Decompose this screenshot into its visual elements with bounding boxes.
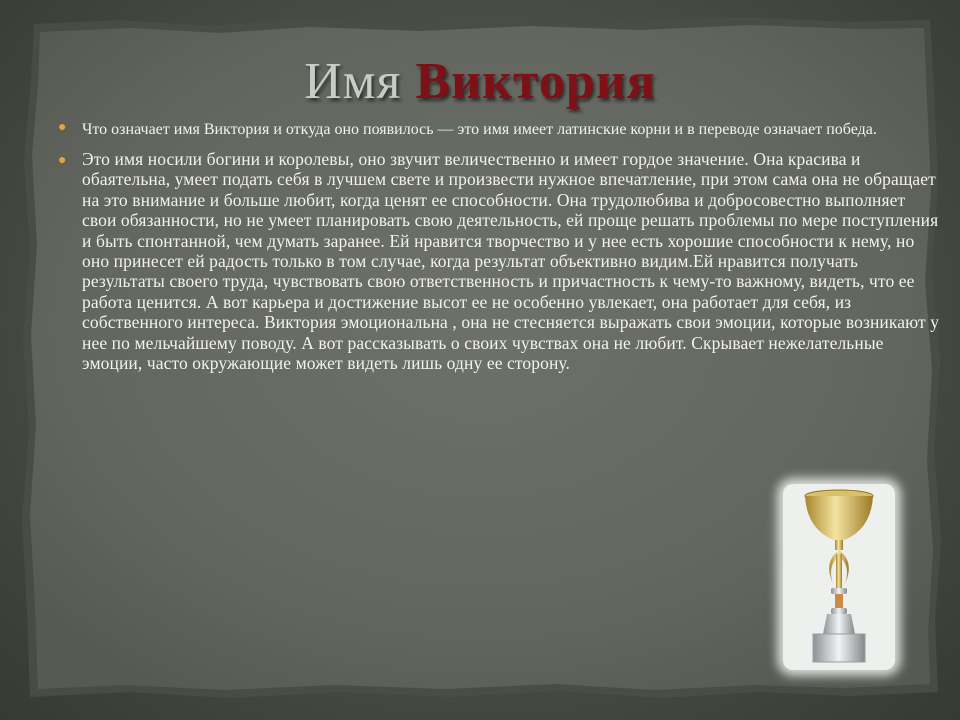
bullet-dot-icon: ● [58,153,67,168]
title-word-imya: Имя [304,53,402,110]
list-item [56,116,941,143]
trophy-cup-icon [783,484,895,670]
title-word-viktoriya: Виктория [415,53,656,110]
slide-title [0,52,960,112]
bullet-list [56,116,941,373]
bullet-text: Что означает имя Виктория и откуда оно появилось — это имя имеет латинские корни и в переводе означает победа. [82,121,877,138]
trophy-image [783,484,895,670]
bullet-text: Это имя носили богини и королевы, оно звучит величественно и имеет гордое значение. Она красива и обаятельна, умеет подать себя в лучшем свете и произвести нужное впечатление, при этом сама она не обращает на это внимание и больше любит, когда ценят ее способности. Она трудолюбива и добросовестно выполняет свои обязанности, но не умеет планировать свою деятельность, ей проще решать проблемы по мере поступления и быть спонтанной, чем думать заранее. Ей нравится творчество и у нее есть хорошие способности к нему, но оно принесет ей радость только в том случае, когда результат объективно видим.Ей нравится получать результаты своего труда, чувствовать свою ответственность и причастность к чему-то важному, видеть, что ее работа ценится. А вот карьера и достижение высот ее не особенно увлекает, она работает для себя, из собственного интереса. Виктория эмоциональна , она не стесняется выражать свои эмоции, которые возникают у нее по мельчайшему поводу. А вот рассказывать о своих чувствах она не любит. Скрывает нежелательные эмоции, часто окружающие может видеть лишь одну ее сторону. [82,149,940,374]
list-item [56,149,941,373]
bullet-dot-icon: ● [58,120,67,135]
